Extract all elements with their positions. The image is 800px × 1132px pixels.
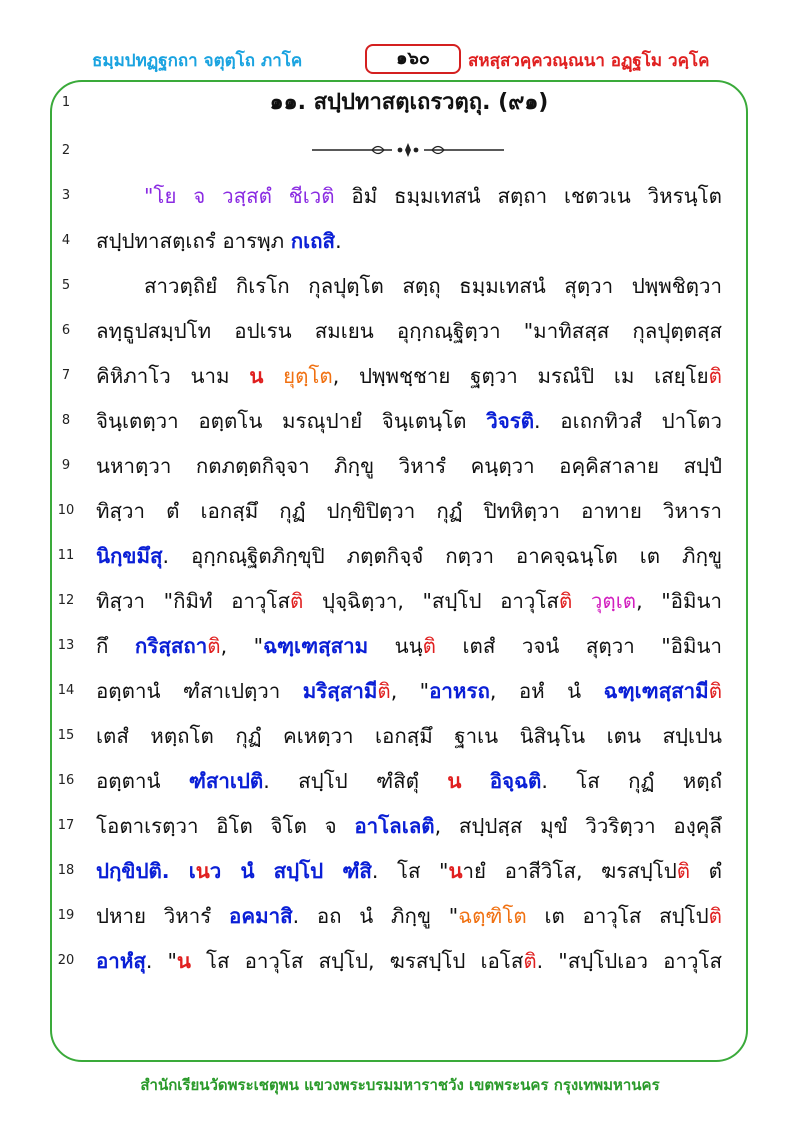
line-text: [96, 626, 722, 666]
verb-highlight: ฑํสาเปติ: [188, 769, 264, 793]
text-line-9: [0, 446, 800, 486]
text-span: , สปฺปสฺส มุขํ วิวริตฺวา องฺคุลึ: [434, 814, 722, 838]
text-span: [572, 589, 591, 613]
line-text: [96, 671, 722, 711]
text-span: . อถ นํ ภิกฺขู ": [292, 904, 459, 928]
verse-quote: "โย จ วสฺสตํ ชีเวติ: [144, 184, 335, 208]
text-span: ปุจฺฉิตฺวา, "สปฺโป อาวุโส: [303, 589, 559, 613]
line-text: เตสํ หตฺถโต กุฏํ คเหตฺวา เอกสฺมึ ฐาเน นิสินฺโน เตน สปฺเปน: [96, 724, 722, 748]
word-highlight: ยุตฺโต: [283, 364, 333, 388]
verb-highlight: กริสฺสถา: [134, 634, 208, 658]
verb-highlight: นิกฺขมึสุ: [96, 544, 163, 568]
text-line-13: [0, 626, 800, 666]
text-span: กึ: [96, 634, 135, 658]
text-line-12: [0, 581, 800, 621]
header-book-title: ธมฺมปทฏฺฐกถา จตุตฺโถ ภาโค: [92, 51, 303, 71]
line-number: 2: [61, 143, 71, 158]
text-span: ปหาย วิหารํ: [96, 904, 230, 928]
line-number: 5: [61, 278, 71, 293]
iti-highlight: ติ: [676, 859, 691, 883]
line-number: 13: [57, 638, 75, 653]
line-number: 14: [57, 683, 75, 698]
line-number: 1: [61, 95, 71, 110]
line-number: 8: [61, 413, 71, 428]
text-span: , ": [220, 634, 264, 658]
text-span: โส อาวุโส สปฺโป, ฆรสปฺโป เอโส: [190, 949, 524, 973]
text-line-18: [0, 851, 800, 891]
text-span: . อเถกทิวสํ ปาโตว: [534, 409, 722, 433]
line-text: [96, 536, 722, 576]
verb-highlight: . เ: [161, 859, 196, 883]
text-span: . โส กุฏํ หตฺถํ: [541, 769, 722, 793]
negation-highlight: น: [249, 364, 264, 388]
verb-highlight: ฉฑฺเฑสฺสามี: [603, 679, 709, 703]
negation-highlight: น: [448, 859, 463, 883]
line-number: 18: [57, 863, 75, 878]
text-span: . ": [145, 949, 177, 973]
line-number: 3: [61, 188, 71, 203]
verb-highlight: ว นํ สปฺโป: [209, 859, 343, 883]
line-number: 12: [57, 593, 75, 608]
iti-highlight: ติ: [708, 904, 722, 928]
line-text: [96, 806, 722, 846]
verb-highlight: ปกฺขิปติ: [96, 859, 162, 883]
text-span: [263, 364, 283, 388]
verb-highlight: วิจรติ: [486, 409, 535, 433]
negation-highlight: น: [195, 859, 210, 883]
verb-highlight: อาโลเลติ: [354, 814, 435, 838]
text-span: . โส ": [371, 859, 449, 883]
text-span: . อุกฺกณฺฐิตภิกฺขุปิ ภตฺตกิจฺจํ กตฺวา อาคจฺฉนฺโต เต ภิกฺขู: [162, 544, 722, 568]
text-span: , "อิมินา: [636, 589, 722, 613]
text-span: อตฺตานํ: [96, 769, 189, 793]
text-line-14: [0, 671, 800, 711]
text-span: .: [335, 229, 342, 253]
line-text: [96, 941, 722, 981]
line-number: 10: [57, 503, 75, 518]
iti-highlight: ติ: [207, 634, 221, 658]
text-line-1: [0, 83, 800, 123]
line-number: 20: [57, 953, 75, 968]
negation-highlight: น: [447, 769, 462, 793]
iti-highlight: ติ: [290, 589, 304, 613]
story-title: ๑๑. สปฺปทาสตฺเถรวตฺถุ. (๙๑): [269, 90, 549, 115]
iti-highlight: ติ: [708, 364, 722, 388]
page-number: ๑๖๐: [365, 44, 461, 74]
text-span: ทิสฺวา "กิมิทํ อาวุโส: [96, 589, 291, 613]
verb-highlight: อิจฺฉติ: [489, 769, 542, 793]
text-span: ายํ อาสีวิโส, ฆรสปฺโป: [462, 859, 677, 883]
verb-highlight: ฑํสิ: [342, 859, 372, 883]
line-number: 7: [61, 368, 71, 383]
text-span: , อหํ นํ: [489, 679, 604, 703]
text-span: คิหิภาโว นาม: [96, 364, 250, 388]
line-text: [144, 176, 722, 216]
line-text: [96, 221, 722, 261]
text-line-8: [0, 401, 800, 441]
text-span: , ปพฺพชฺชาย ฐตฺวา มรณํปิ เม เสยฺโย: [332, 364, 709, 388]
negation-highlight: น: [176, 949, 191, 973]
verb-highlight: มริสฺสามี: [302, 679, 378, 703]
line-text: [96, 356, 722, 396]
text-line-6: [0, 311, 800, 351]
footer-institution: สำนักเรียนวัดพระเชตุพน แขวงพระบรมมหาราชวัง เขตพระนคร กรุงเทพมหานคร: [140, 1076, 660, 1094]
line-number: 15: [57, 728, 75, 743]
text-span: อิมํ ธมฺมเทสนํ สตฺถา เชตวเน วิหรนฺโต: [334, 184, 722, 208]
text-span: โอตาเรตฺวา อิโต จิโต จ: [96, 814, 355, 838]
text-span: สปฺปทาสตฺเถรํ อารพฺภ: [96, 229, 291, 253]
iti-highlight: ฺติ: [422, 634, 436, 658]
line-number: 19: [57, 908, 75, 923]
text-span: . สปฺโป ฑํสิตุํ: [263, 769, 448, 793]
text-span: . "สปฺโปเอว อาวุโส: [536, 949, 722, 973]
line-text: ทิสฺวา ตํ เอกสฺมึ กุฏํ ปกฺขิปิตฺวา กุฏํ ปิทหิตฺวา อาทาย วิหารา: [96, 499, 722, 523]
iti-highlight: ติ: [377, 679, 391, 703]
line-text: [96, 401, 722, 441]
line-number: 11: [57, 548, 75, 563]
verb-highlight: อาหํสุ: [96, 949, 146, 973]
line-text: [96, 851, 722, 891]
word-highlight: วุตฺเต: [590, 589, 637, 613]
line-text: สาวตฺถิยํ กิเรโก กุลปุตฺโต สตฺถุ ธมฺมเทสนํ สุตฺวา ปพฺพชิตฺวา: [144, 274, 722, 298]
ornament-divider-icon: [312, 141, 504, 159]
text-line-19: [0, 896, 800, 936]
verb-highlight: กเถสิ: [290, 229, 336, 253]
word-highlight: ฉตฺฑิโต: [458, 904, 527, 928]
header-chapter-title: สหสฺสวคฺควณฺณนา อฏฺฐโม วคฺโค: [468, 51, 710, 71]
line-number: 16: [57, 773, 75, 788]
line-text: นหาตฺวา กตภตฺตกิจฺจา ภิกฺขู วิหารํ คนฺตฺวา อคฺคิสาลาย สปฺปํ: [96, 454, 722, 478]
text-span: จินฺเตตฺวา อตฺตโน มรณุปายํ จินฺเตนฺโต: [96, 409, 487, 433]
line-number: 6: [61, 323, 71, 338]
text-line-15: [0, 716, 800, 756]
text-line-5: [0, 266, 800, 306]
line-text: [96, 761, 722, 801]
text-line-10: [0, 491, 800, 531]
text-span: [461, 769, 489, 793]
text-span: เตสํ วจนํ สุตฺวา "อิมินา: [436, 634, 722, 658]
iti-highlight: ติ: [558, 589, 573, 613]
text-line-20: [0, 941, 800, 981]
line-number: 17: [57, 818, 75, 833]
text-line-4: [0, 221, 800, 261]
verb-highlight: ฉฑฺเฑสฺสาม: [263, 634, 369, 658]
line-text: ลทฺธูปสมฺปโท อปเรน สมเยน อุกฺกณฺฐิตฺวา "มาทิสสฺส กุลปุตฺตสฺส: [96, 319, 722, 343]
text-span: ตํ: [690, 859, 722, 883]
line-text: [96, 896, 722, 936]
text-line-3: [0, 176, 800, 216]
verb-highlight: อาหรถ: [429, 679, 490, 703]
iti-highlight: ติ: [523, 949, 537, 973]
text-span: เต อาวุโส สปฺโป: [526, 904, 709, 928]
text-span: , ": [390, 679, 430, 703]
iti-highlight: ติ: [708, 679, 722, 703]
text-line-17: [0, 806, 800, 846]
text-span: นน: [368, 634, 423, 658]
text-span: อตฺตานํ ฑํสาเปตฺวา: [96, 679, 303, 703]
text-line-11: [0, 536, 800, 576]
verb-highlight: อคมาสิ: [229, 904, 293, 928]
text-line-16: [0, 761, 800, 801]
line-number: 9: [61, 458, 71, 473]
line-number: 4: [61, 233, 71, 248]
text-line-7: [0, 356, 800, 396]
line-text: [96, 581, 722, 621]
